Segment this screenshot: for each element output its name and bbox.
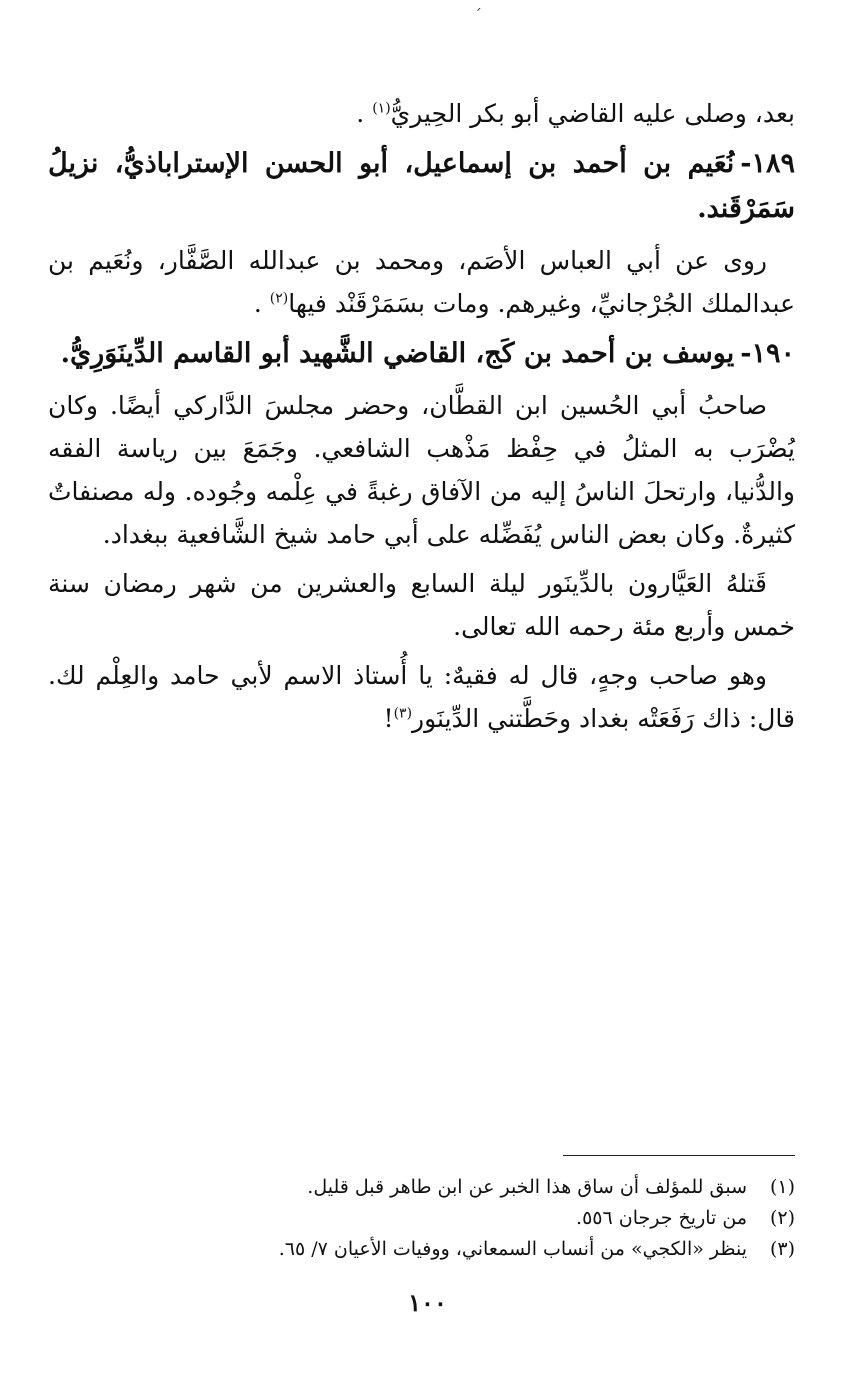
page-number: ١٠٠ — [408, 1288, 447, 1317]
footnotes — [48, 1172, 795, 1265]
paragraph-end: ! — [383, 704, 394, 733]
footnote-1 — [48, 1172, 795, 1203]
footnote-number: (٣) — [769, 1238, 795, 1260]
footnote-2 — [48, 1203, 795, 1234]
paragraph-text: وهو صاحب وجهٍ، قال له فقيهٌ: يا أُستاذ الاسم لأبي حامد والعِلْم لك. قال: ذاك رَفَعَتْه بغداد وحَطَّتني الدِّينَور — [48, 661, 795, 733]
footnote-ref-1: (١) — [372, 100, 391, 117]
entry-heading-189 — [48, 141, 795, 231]
footnote-text: سبق للمؤلف أن ساق هذا الخبر عن ابن طاهر قبل قليل. — [307, 1176, 747, 1198]
footnote-text: ينظر «الكجي» من أنساب السمعاني، ووفيات الأعيان ٧/ ٦٥. — [278, 1238, 747, 1260]
paragraph-text: بعد، وصلى عليه القاضي أبو بكر الحِيريُّ — [390, 99, 795, 128]
footnote-3 — [48, 1234, 795, 1265]
paragraph-continuation — [48, 92, 795, 135]
entry-heading-190 — [48, 331, 795, 376]
footnote-number: (١) — [769, 1176, 795, 1198]
paragraph-text: روى عن أبي العباس الأصَم، ومحمد بن عبدالله الصَّفَّار، ونُعَيم بن عبدالملك الجُرْجانيِّ، وغيرهم. ومات بسَمَرْقَنْد فيها — [48, 246, 795, 318]
footnote-divider — [563, 1155, 795, 1156]
paragraph-190-body: صاحبُ أبي الحُسين ابن القطَّان، وحضر مجلسَ الدَّاركي أيضًا. وكان يُضْرَب به المثلُ في حِفْظ مَذْهب الشافعي. وجَمَعَ بين رياسة الفقه والدُّنيا، وارتحلَ الناسُ إليه من الآفاق رغبةً في عِلْمه وجُوده. وله مصنفاتٌ كثيرةٌ. وكان بعض الناس يُفَضِّله على أبي حامد شيخ الشَّافعية ببغداد. — [48, 391, 795, 549]
footnote-text: من تاريخ جرجان ٥٥٦. — [576, 1207, 747, 1229]
footnote-number: (٢) — [769, 1207, 795, 1229]
entry-number: ١٩٠- — [740, 338, 795, 369]
main-text — [48, 92, 795, 746]
paragraph-189-body — [48, 239, 795, 325]
paragraph-end: . — [356, 99, 373, 128]
scan-mark: ˊ — [474, 6, 482, 25]
entry-title: نُعَيم بن أحمد بن إسماعيل، أبو الحسن الإستراباذيُّ، نزيلُ سَمَرْقَند. — [48, 148, 795, 224]
entry-number: ١٨٩- — [740, 148, 795, 179]
paragraph-end: . — [253, 289, 270, 318]
entry-title: يوسف بن أحمد بن كَج، القاضي الشَّهيد أبو القاسم الدِّينَوَرِيُّ. — [60, 338, 735, 369]
paragraph-190-death: قَتلهُ العَيَّارون بالدِّينَور ليلة السابع والعشرين من شهر رمضان سنة خمس وأربع مئة رحمه الله تعالى. — [48, 569, 795, 641]
footnote-ref-3: (٣) — [393, 705, 413, 722]
footnote-ref-2: (٢) — [269, 290, 289, 307]
paragraph-190-quote — [48, 654, 795, 740]
